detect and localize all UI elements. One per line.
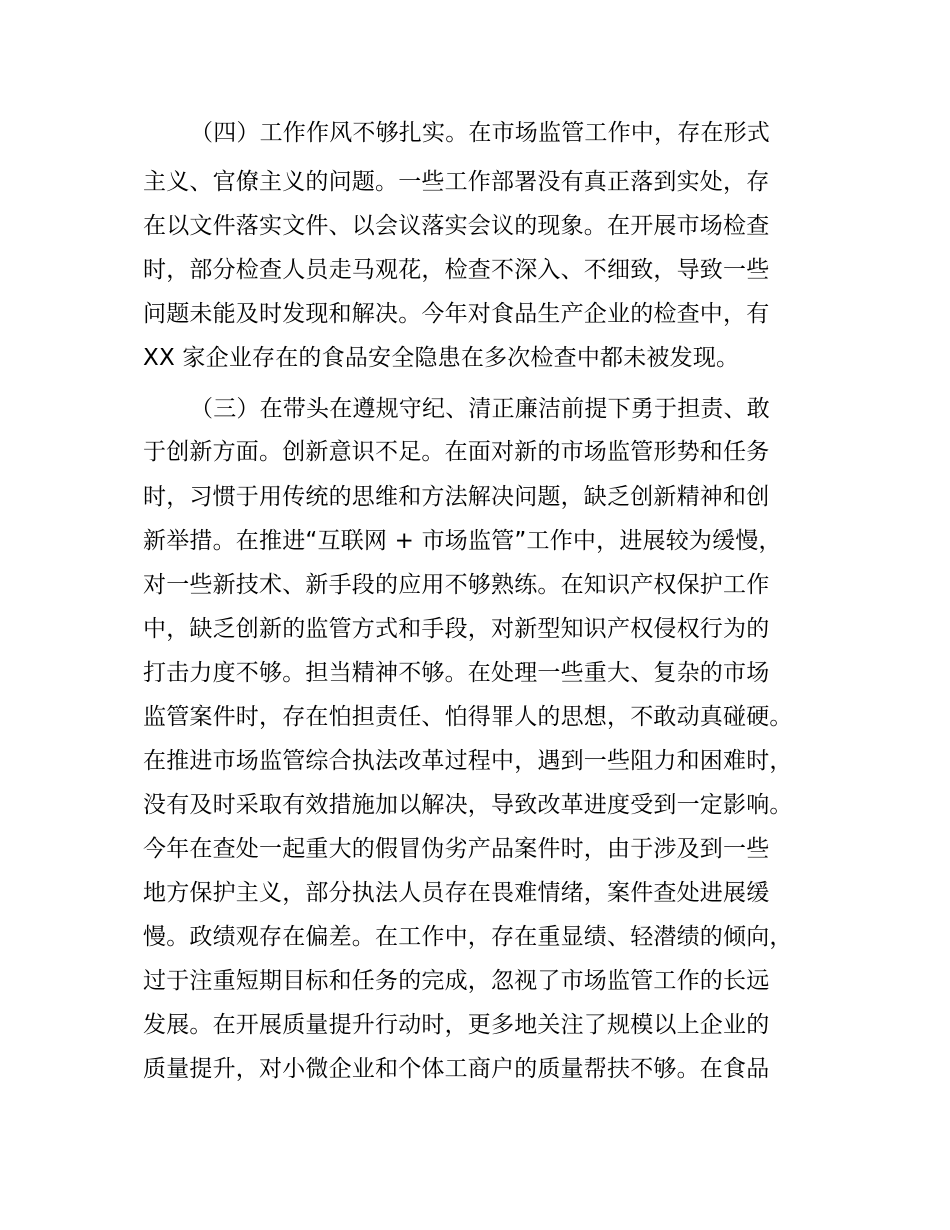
text-line: 质量提升，对小微企业和个体工商户的质量帮扶不够。在食品 bbox=[143, 1056, 770, 1082]
text-line: 时，部分检查人员走马观花，检查不深入、不细致，导致一些 bbox=[143, 257, 770, 283]
text-line: 在推进市场监管综合执法改革过程中，遇到一些阻力和困难时， bbox=[143, 748, 793, 774]
text-line: 问题未能及时发现和解决。今年对食品生产企业的检查中，有 bbox=[143, 301, 770, 327]
text-line: 地方保护主义，部分执法人员存在畏难情绪，案件查处进展缓 bbox=[143, 880, 770, 906]
text-line: XX 家企业存在的食品安全隐患在多次检查中都未被发现。 bbox=[143, 345, 740, 371]
text-line: （三）在带头在遵规守纪、清正廉洁前提下勇于担责、敢 bbox=[190, 396, 770, 422]
text-line: 于创新方面。创新意识不足。在面对新的市场监管形势和任务 bbox=[143, 439, 770, 465]
text-line: 今年在查处一起重大的假冒伪劣产品案件时，由于涉及到一些 bbox=[143, 836, 770, 862]
text-line: 发展。在开展质量提升行动时，更多地关注了规模以上企业的 bbox=[143, 1012, 770, 1038]
text-line: （四）工作作风不够扎实。在市场监管工作中，存在形式 bbox=[190, 120, 770, 146]
text-line: 监管案件时，存在怕担责任、怕得罪人的思想，不敢动真碰硬。 bbox=[143, 704, 793, 730]
text-line: 新举措。在推进“互联网 + 市场监管”工作中，进展较为缓慢， bbox=[143, 528, 782, 554]
text-line: 对一些新技术、新手段的应用不够熟练。在知识产权保护工作 bbox=[143, 572, 770, 598]
text-line: 在以文件落实文件、以会议落实会议的现象。在开展市场检查 bbox=[143, 213, 770, 239]
text-line: 打击力度不够。担当精神不够。在处理一些重大、复杂的市场 bbox=[143, 660, 770, 686]
text-line: 中，缺乏创新的监管方式和手段，对新型知识产权侵权行为的 bbox=[143, 616, 770, 642]
text-line: 过于注重短期目标和任务的完成，忽视了市场监管工作的长远 bbox=[143, 968, 770, 994]
text-line: 主义、官僚主义的问题。一些工作部署没有真正落到实处，存 bbox=[143, 169, 770, 195]
text-line: 时，习惯于用传统的思维和方法解决问题，缺乏创新精神和创 bbox=[143, 484, 770, 510]
text-line: 慢。政绩观存在偏差。在工作中，存在重显绩、轻潜绩的倾向， bbox=[143, 924, 793, 950]
text-line: 没有及时采取有效措施加以解决，导致改革进度受到一定影响。 bbox=[143, 792, 793, 818]
